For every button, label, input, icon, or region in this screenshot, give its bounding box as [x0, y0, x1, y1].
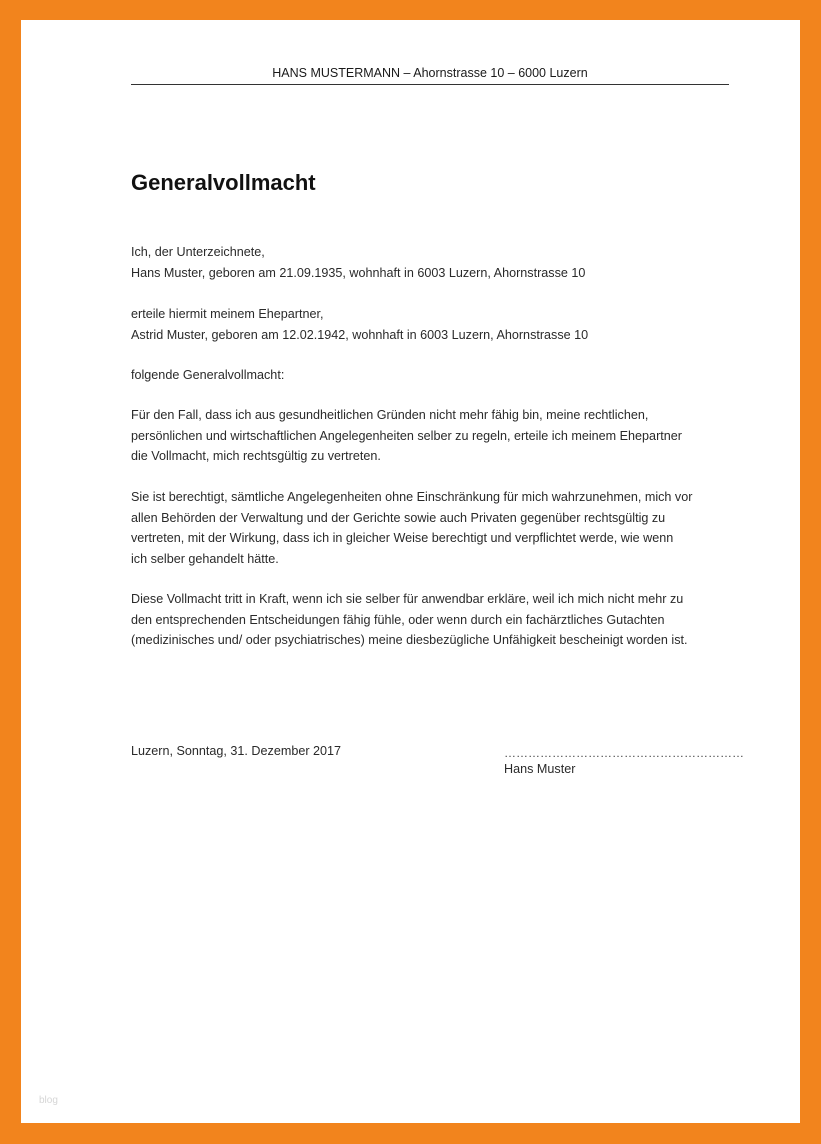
- document-page: [21, 20, 800, 1123]
- signatory-name: Hans Muster: [504, 762, 576, 776]
- letterhead-sender: HANS MUSTERMANN – Ahornstrasse 10 – 6000 Luzern: [272, 66, 588, 80]
- agent-details: Astrid Muster, geboren am 12.02.1942, wohnhaft in 6003 Luzern, Ahornstrasse 10: [131, 327, 589, 342]
- agent-intro: erteile hiermit meinem Ehepartner,: [131, 307, 324, 321]
- paragraph-line: (medizinisches und/ oder psychiatrisches) meine diesbezügliche Unfähigkeit bescheinigt worden ist.: [131, 633, 688, 647]
- watermark: blog: [39, 1095, 58, 1106]
- paragraph-line: allen Behörden der Verwaltung und der Gerichte sowie auch Privaten gegenüber rechtsgültig zu: [131, 510, 666, 525]
- paragraph-line: persönlichen und wirtschaftlichen Angelegenheiten selber zu regeln, erteile ich meinem Ehepartner: [131, 428, 682, 443]
- paragraph-line: vertreten, mit der Wirkung, dass ich in gleicher Weise berechtigt und verpflichtet werde, wie wenn: [131, 531, 674, 545]
- paragraph-line: die Vollmacht, mich rechtsgültig zu vertreten.: [131, 449, 381, 463]
- paragraph-line: Sie ist berechtigt, sämtliche Angelegenheiten ohne Einschränkung für mich wahrzunehmen, mich vor: [131, 490, 693, 504]
- intro-line: folgende Generalvollmacht:: [131, 368, 285, 382]
- paragraph-line: den entsprechenden Entscheidungen fähig fühle, oder wenn durch ein fachärztliches Gutachten: [131, 612, 665, 627]
- agent-block: [131, 304, 731, 345]
- letterhead-divider: [131, 84, 729, 85]
- paragraph-line: Für den Fall, dass ich aus gesundheitlichen Gründen nicht mehr fähig bin, meine rechtlichen,: [131, 408, 649, 422]
- place-date: Luzern, Sonntag, 31. Dezember 2017: [131, 744, 342, 758]
- principal-intro: Ich, der Unterzeichnete,: [131, 245, 265, 259]
- principal-block: [131, 242, 731, 283]
- paragraph-scope: [131, 487, 731, 569]
- document-title: Generalvollmacht: [131, 170, 316, 195]
- signature-line: ……………………………………………………: [504, 746, 744, 760]
- paragraph-line: ich selber gehandelt hätte.: [131, 551, 279, 566]
- paragraph-effect: [131, 589, 731, 651]
- paragraph-condition: [131, 405, 731, 467]
- intro-block: [131, 365, 731, 386]
- principal-details: Hans Muster, geboren am 21.09.1935, wohnhaft in 6003 Luzern, Ahornstrasse 10: [131, 265, 586, 280]
- paragraph-line: Diese Vollmacht tritt in Kraft, wenn ich sie selber für anwendbar erkläre, weil ich mich nicht mehr zu: [131, 592, 684, 606]
